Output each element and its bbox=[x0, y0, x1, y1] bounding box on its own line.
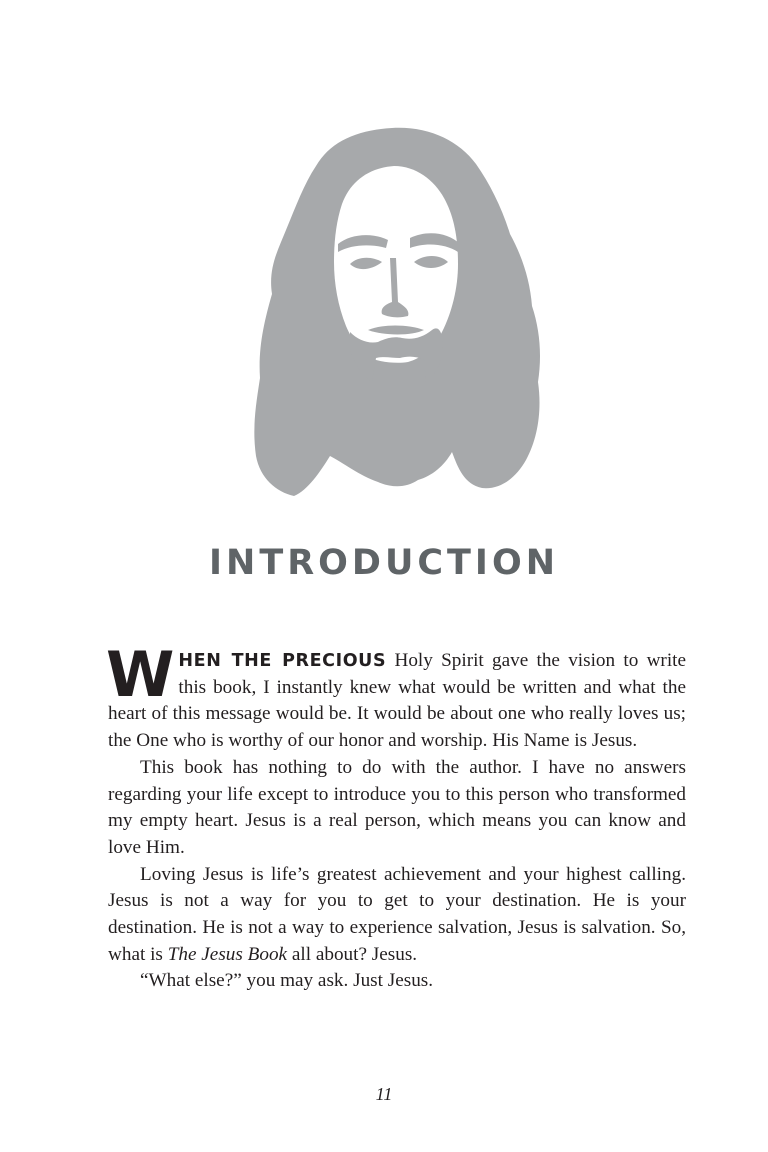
paragraph-3-text-end: all about? Jesus. bbox=[287, 943, 418, 965]
paragraph-3-text-start: Loving Jesus is life’s greatest achievement and your highest calling. Jesus is not a way for you to get to your destination. He is your destination. He is not a way to experience salvation, Jesus is salvation. So, what is bbox=[108, 863, 686, 965]
paragraph-2: This book has nothing to do with the author. I have no answers regarding your life except to introduce you to this person who transformed my empty heart. Jesus is a real person, which means you can know and love Him. bbox=[108, 756, 686, 858]
paragraph-4: “What else?” you may ask. Just Jesus. bbox=[140, 970, 434, 992]
book-title: The Jesus Book bbox=[167, 943, 288, 965]
chapter-title: INTRODUCTION bbox=[209, 543, 559, 583]
body-text bbox=[106, 638, 686, 995]
jesus-portrait-icon bbox=[246, 126, 546, 498]
paragraph-1-text: Holy Spirit gave the vision to write this book, I instantly knew what would be written and what the heart of this message would be. It would be about one who really loves us; the One who is worthy of our honor and worship. His Name is Jesus. bbox=[108, 650, 686, 752]
paragraph-1 bbox=[106, 638, 686, 755]
lead-in-smallcaps: HEN THE PRECIOUS bbox=[178, 651, 387, 671]
paragraph-3 bbox=[108, 862, 686, 969]
page-number: 11 bbox=[375, 1084, 393, 1104]
dropcap: W bbox=[106, 638, 175, 711]
